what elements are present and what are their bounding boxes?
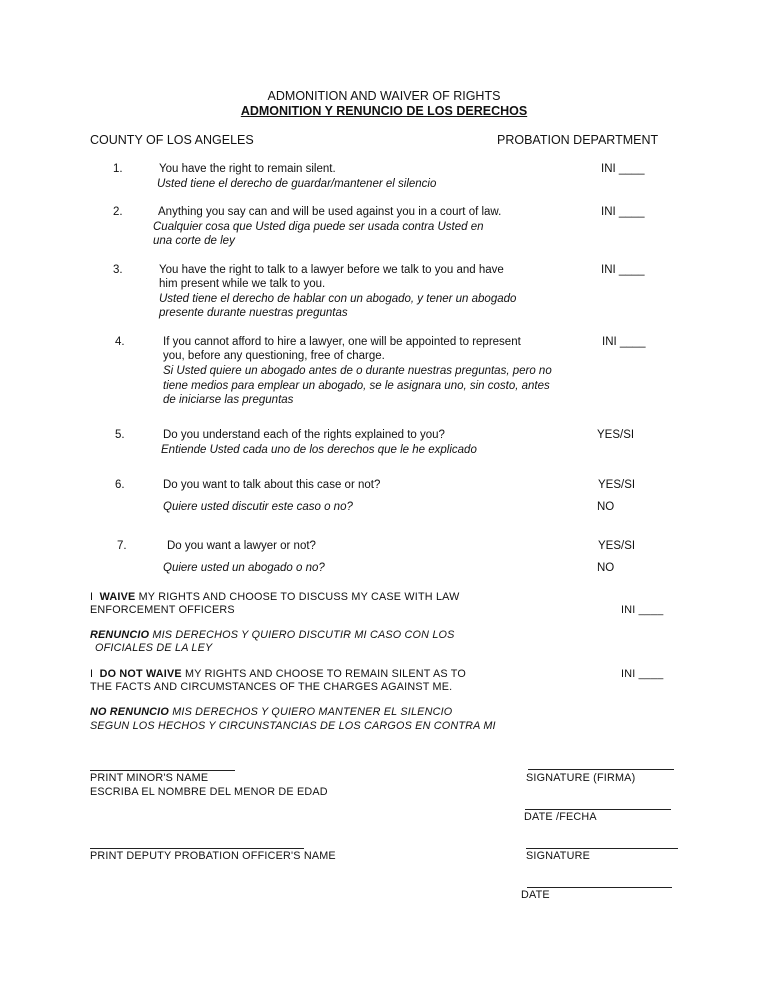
not-waive-spanish-line-2: SEGUN LOS HECHOS Y CIRCUNSTANCIAS DE LOS CARGOS EN CONTRA MI bbox=[90, 720, 496, 732]
minor-name-line[interactable] bbox=[90, 770, 235, 771]
not-waive-line-1 bbox=[90, 668, 466, 680]
item-spanish-text: Quiere usted un abogado o no? bbox=[163, 562, 325, 574]
officer-name-label: PRINT DEPUTY PROBATION OFFICER'S NAME bbox=[90, 850, 336, 862]
date-fecha-label: DATE /FECHA bbox=[524, 811, 597, 823]
officer-signature-label: SIGNATURE bbox=[526, 850, 590, 862]
waive-keyword: WAIVE bbox=[99, 591, 136, 603]
item-english-text: Do you want a lawyer or not? bbox=[167, 540, 316, 552]
initials-field[interactable]: INI ____ bbox=[602, 336, 646, 348]
item-english-text: You have the right to remain silent. bbox=[159, 163, 336, 175]
no-renuncio-keyword: NO RENUNCIO bbox=[90, 706, 169, 718]
not-waive-prefix: I bbox=[90, 668, 94, 680]
item-english-text: him present while we talk to you. bbox=[159, 278, 326, 290]
item-spanish-text: de iniciarse las preguntas bbox=[163, 394, 294, 406]
item-spanish-text: una corte de ley bbox=[153, 235, 235, 247]
waive-line-1-rest: MY RIGHTS AND CHOOSE TO DISCUSS MY CASE WITH LAW bbox=[138, 591, 460, 603]
item-spanish-text: Quiere usted discutir este caso o no? bbox=[163, 501, 353, 513]
item-english-text: You have the right to talk to a lawyer before we talk to you and have bbox=[159, 264, 504, 276]
not-waive-spanish-line-1 bbox=[90, 706, 452, 718]
not-waive-line-1-rest: MY RIGHTS AND CHOOSE TO REMAIN SILENT AS TO bbox=[185, 668, 466, 680]
item-number: 4. bbox=[115, 336, 125, 348]
item-english-text: If you cannot afford to hire a lawyer, one will be appointed to represent bbox=[163, 336, 521, 348]
no-option[interactable]: NO bbox=[597, 501, 615, 513]
item-number: 5. bbox=[115, 429, 125, 441]
minor-signature-line[interactable] bbox=[528, 769, 674, 770]
initials-field[interactable]: INI ____ bbox=[601, 163, 645, 175]
title-english: ADMONITION AND WAIVER OF RIGHTS bbox=[267, 89, 501, 103]
item-spanish-text: Entiende Usted cada uno de los derechos que le he explicado bbox=[161, 444, 477, 456]
no-option[interactable]: NO bbox=[597, 562, 615, 574]
officer-date-label: DATE bbox=[521, 889, 550, 901]
waive-spanish-line-1 bbox=[90, 629, 455, 641]
waive-initials-field[interactable]: INI ____ bbox=[621, 604, 664, 616]
item-number: 2. bbox=[113, 206, 123, 218]
waive-spanish-line-2: OFICIALES DE LA LEY bbox=[95, 642, 213, 654]
item-spanish-text: Cualquier cosa que Usted diga puede ser usada contra Usted en bbox=[153, 221, 484, 233]
title-spanish: ADMONITION Y RENUNCIO DE LOS DERECHOS bbox=[240, 104, 528, 118]
officer-date-line[interactable] bbox=[527, 887, 672, 888]
initials-field[interactable]: INI ____ bbox=[601, 264, 645, 276]
signature-firma-label: SIGNATURE (FIRMA) bbox=[526, 772, 636, 784]
item-english-text: Do you want to talk about this case or not? bbox=[163, 479, 381, 491]
item-spanish-text: tiene medios para emplear un abogado, se le asignara uno, sin costo, antes bbox=[163, 380, 550, 392]
yes-option[interactable]: YES/SI bbox=[598, 479, 636, 491]
item-spanish-text: Si Usted quiere un abogado antes de o durante nuestras preguntas, pero no bbox=[163, 365, 552, 377]
not-waive-spanish-line-1-rest: MIS DERECHOS Y QUIERO MANTENER EL SILENCIO bbox=[172, 706, 453, 718]
date-fecha-line[interactable] bbox=[525, 809, 671, 810]
item-english-text: Do you understand each of the rights explained to you? bbox=[163, 429, 445, 441]
yes-option[interactable]: YES/SI bbox=[597, 429, 635, 441]
waive-spanish-line-1-rest: MIS DERECHOS Y QUIERO DISCUTIR MI CASO CON LOS bbox=[152, 629, 455, 641]
item-number: 6. bbox=[115, 479, 125, 491]
officer-name-line[interactable] bbox=[90, 848, 304, 849]
waive-prefix: I bbox=[90, 591, 94, 603]
item-spanish-text: Usted tiene el derecho de guardar/mantener el silencio bbox=[157, 178, 437, 190]
not-waive-line-2: THE FACTS AND CIRCUMSTANCES OF THE CHARGES AGAINST ME. bbox=[90, 681, 453, 693]
initials-field[interactable]: INI ____ bbox=[601, 206, 645, 218]
waive-line-2: ENFORCEMENT OFFICERS bbox=[90, 604, 235, 616]
department-label: PROBATION DEPARTMENT bbox=[497, 133, 659, 147]
county-label: COUNTY OF LOS ANGELES bbox=[90, 133, 254, 147]
item-english-text: Anything you say can and will be used against you in a court of law. bbox=[158, 206, 502, 218]
yes-option[interactable]: YES/SI bbox=[598, 540, 636, 552]
not-waive-initials-field[interactable]: INI ____ bbox=[621, 668, 664, 680]
minor-name-label: PRINT MINOR'S NAME bbox=[90, 772, 209, 784]
officer-signature-line[interactable] bbox=[526, 848, 678, 849]
item-spanish-text: Usted tiene el derecho de hablar con un abogado, y tener un abogado bbox=[159, 293, 517, 305]
waive-line-1 bbox=[90, 591, 460, 603]
renuncio-keyword: RENUNCIO bbox=[90, 629, 150, 641]
not-waive-keyword: DO NOT WAIVE bbox=[99, 668, 182, 680]
item-spanish-text: presente durante nuestras preguntas bbox=[159, 307, 348, 319]
item-number: 1. bbox=[113, 163, 123, 175]
minor-name-label-spanish: ESCRIBA EL NOMBRE DEL MENOR DE EDAD bbox=[90, 786, 328, 798]
item-number: 3. bbox=[113, 264, 123, 276]
item-number: 7. bbox=[117, 540, 127, 552]
item-english-text: you, before any questioning, free of charge. bbox=[163, 350, 385, 362]
